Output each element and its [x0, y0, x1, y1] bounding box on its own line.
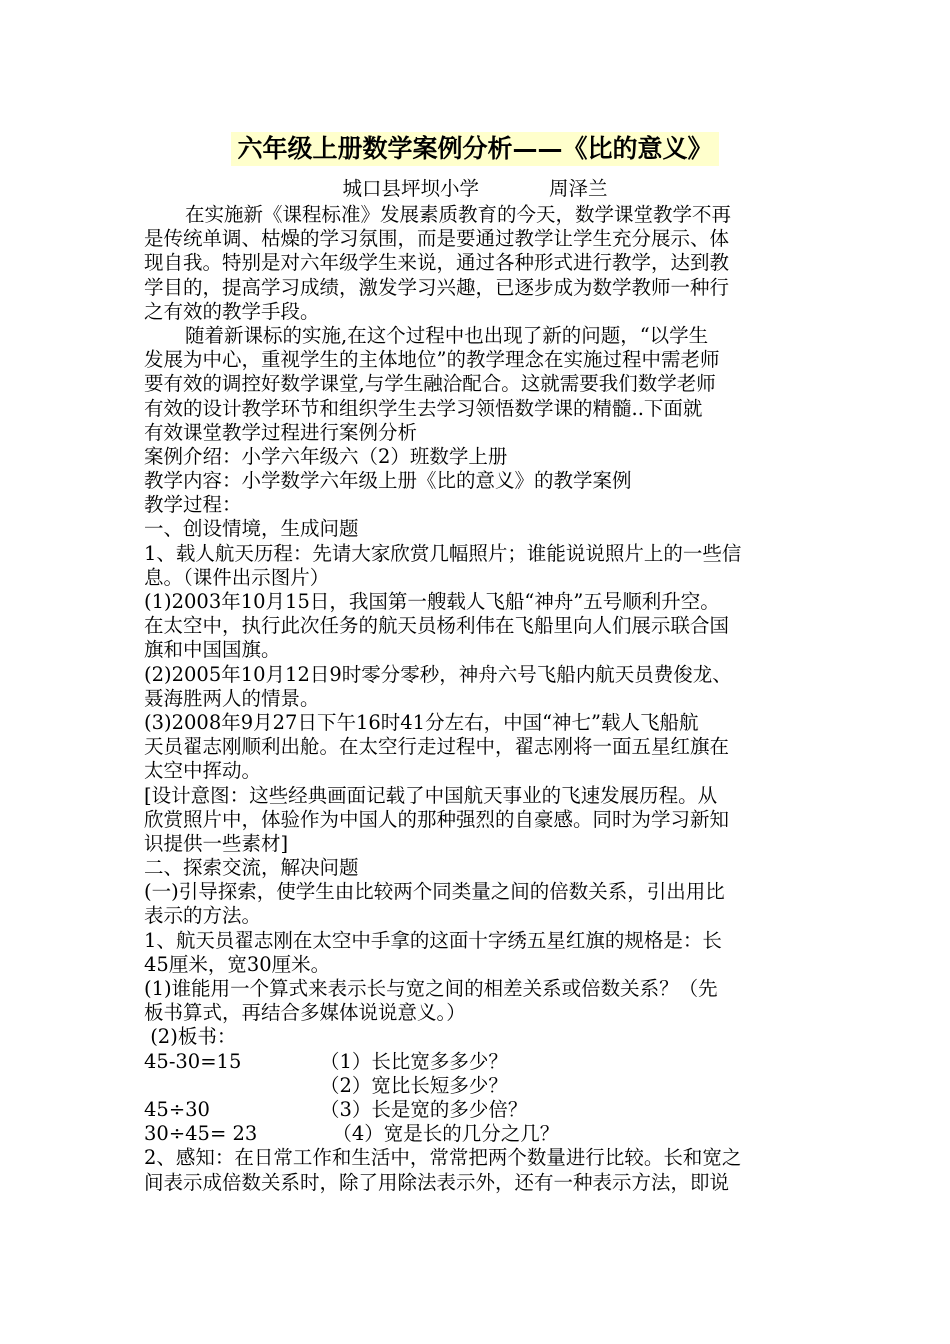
text-line: (1)谁能用一个算式来表示长与宽之间的相差关系或倍数关系？（先: [144, 977, 718, 1000]
board-row: [144, 1098, 812, 1122]
board-row: [144, 1074, 812, 1098]
paragraph-line: 发展为中心，重视学生的主体地位”的教学理念在实施过程中需老师: [144, 348, 720, 372]
paragraph-line: 是传统单调、枯燥的学习氛围，而是要通过教学让学生充分展示、体: [144, 227, 730, 251]
paragraph-line: 有效课堂教学过程进行案例分析: [144, 420, 418, 444]
text-line: 旗和中国国旗。: [144, 638, 281, 662]
paragraph-line: 要有效的调控好数学课堂,与学生融洽配合。这就需要我们数学老师: [144, 372, 716, 396]
board-question: （1）长比宽多多少？: [320, 1049, 508, 1073]
text-line: (1)2003年10月15日，我国第一艘载人飞船“神舟”五号顺利升空。: [144, 590, 720, 613]
text-line: 案例介绍：小学六年级六（2）班数学上册: [144, 444, 508, 468]
board-question: （4）宽是长的几分之几？: [320, 1122, 560, 1146]
text-line: 欣赏照片中，体验作为中国人的那种强烈的自豪感。同时为学习新知: [144, 807, 730, 831]
title-container: [0, 132, 950, 166]
board-question: （2）宽比长短多少？: [320, 1073, 508, 1097]
board-formula: 45÷30: [144, 1097, 210, 1121]
text-line: 间表示成倍数关系时，除了用除法表示外，还有一种表示方法，即说: [144, 1170, 730, 1194]
author-name: 周泽兰: [549, 177, 608, 200]
text-line: 聂海胜两人的情景。: [144, 686, 320, 710]
text-line: 识提供一些素材]: [144, 831, 289, 855]
text-line: 一、创设情境，生成问题: [144, 517, 359, 541]
text-line: 在太空中，执行此次任务的航天员杨利伟在飞船里向人们展示联合国: [144, 614, 730, 638]
text-line: 教学过程：: [144, 493, 242, 517]
text-line: 天员翟志刚顺利出舱。在太空行走过程中，翟志刚将一面五星红旗在: [144, 735, 730, 759]
board-row: [144, 1122, 812, 1146]
text-line: 教学内容：小学数学六年级上册《比的意义》的教学案例: [144, 469, 632, 493]
text-line: 1、载人航天历程：先请大家欣赏几幅照片；谁能说说照片上的一些信: [144, 541, 742, 565]
paragraph-line: 在实施新《课程标准》发展素质教育的今天，数学课堂教学不再: [185, 203, 732, 226]
board-row: [144, 1050, 812, 1074]
paragraph-line: 随着新课标的实施,在这个过程中也出现了新的问题，“以学生: [185, 323, 709, 347]
paragraph-line: 有效的设计教学环节和组织学生去学习领悟数学课的精髓..下面就: [144, 396, 703, 420]
document-body: [144, 203, 812, 1195]
text-line: 二、探索交流，解决问题: [144, 856, 359, 880]
text-line: (2)板书：: [144, 1025, 237, 1049]
text-line: (一)引导探索，使学生由比较两个同类量之间的倍数关系，引出用比: [144, 880, 725, 904]
text-line: 板书算式，再结合多媒体说说意义。）: [144, 1001, 466, 1025]
document-title: 六年级上册数学案例分析——《比的意义》: [231, 132, 718, 166]
school-name: 城口县坪坝小学: [342, 177, 479, 200]
board-formula: 45-30=15: [144, 1049, 242, 1073]
board-question: （3）长是宽的多少倍？: [320, 1097, 528, 1121]
text-line: 2、感知：在日常工作和生活中，常常把两个数量进行比较。长和宽之: [144, 1146, 742, 1170]
paragraph-line: 现自我。特别是对六年级学生来说，通过各种形式进行教学，达到教: [144, 251, 730, 275]
text-line: (2)2005年10月12日9时零分零秒，神舟六号飞船内航天员费俊龙、: [144, 662, 732, 686]
board-formula: 30÷45= 23: [144, 1122, 258, 1146]
text-line: 表示的方法。: [144, 904, 262, 928]
paragraph-line: 之有效的教学手段。: [144, 299, 320, 323]
text-line: (3)2008年9月27日下午16时41分左右，中国“神七”载人飞船航: [144, 710, 699, 734]
text-line: [设计意图：这些经典画面记载了中国航天事业的飞速发展历程。从: [144, 783, 718, 807]
text-line: 太空中挥动。: [144, 759, 262, 783]
author-line: [0, 177, 950, 201]
paragraph-line: 学目的，提高学习成绩，激发学习兴趣，已逐步成为数学教师一种行: [144, 275, 730, 299]
text-line: 1、航天员翟志刚在太空中手拿的这面十字绣五星红旗的规格是：长: [144, 928, 722, 952]
text-line: 45厘米，宽30厘米。: [144, 952, 331, 976]
text-line: 息。（课件出示图片）: [144, 565, 330, 589]
